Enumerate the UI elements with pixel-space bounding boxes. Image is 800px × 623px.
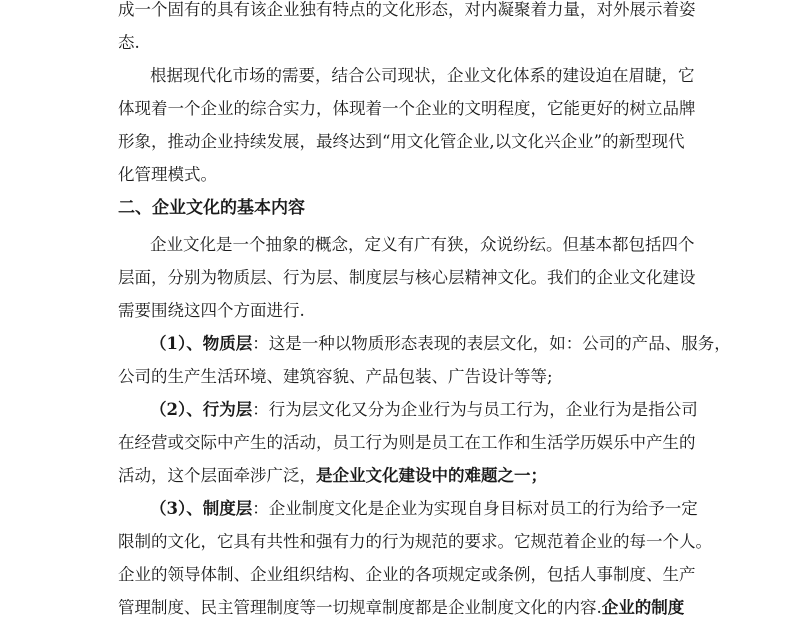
item-2-line-3-text: 活动，这个层面牵涉广泛，: [118, 466, 316, 485]
paragraph-2-line-3: 形象，推动企业持续发展，最终达到“用文化管企业,以文化兴企业”的新型现代: [118, 132, 685, 151]
paragraph-2-line-2: 体现着一个企业的综合实力，体现着一个企业的文明程度，它能更好的树立品牌: [118, 99, 696, 118]
item-2-text: ：行为层文化又分为企业行为与员工行为，企业行为是指公司: [252, 400, 698, 419]
item-3-line-2: 限制的文化，它具有共性和强有力的行为规范的要求。它规范着企业的每一个人。: [118, 532, 712, 551]
item-3-line-4: [118, 592, 684, 623]
paragraph-3-line-2: 层面，分别为物质层、行为层、制度层与核心层精神文化。我们的企业文化建设: [118, 268, 696, 287]
item-1-text: ：这是一种以物质形态表现的表层文化，如：公司的产品、服务，: [252, 334, 731, 353]
item-1-line-1: [150, 328, 731, 359]
paragraph-2-line-4: 化管理模式。: [118, 165, 217, 184]
item-1-label: （1）、物质层: [150, 334, 253, 353]
item-3-text: ：企业制度文化是企业为实现自身目标对员工的行为给予一定: [252, 499, 698, 518]
item-2-emphasis: 是企业文化建设中的难题之一；: [316, 466, 547, 485]
item-3-emphasis: 企业的制度: [601, 598, 685, 617]
paragraph-3-line-3: 需要围绕这四个方面进行.: [118, 301, 305, 320]
item-3-line-1: [150, 493, 698, 524]
paragraph-1-line-2: 态.: [118, 33, 140, 52]
item-2-line-1: [150, 394, 698, 425]
item-3-line-3: 企业的领导体制、企业组织结构、企业的各项规定或条例，包括人事制度、生产: [118, 565, 696, 584]
section-heading: 二、企业文化的基本内容: [118, 198, 305, 218]
paragraph-2-line-1: 根据现代化市场的需要，结合公司现状，企业文化体系的建设迫在眉睫，它: [150, 66, 695, 85]
item-2-label: （2）、行为层: [150, 400, 253, 419]
item-3-line-4-text: 管理制度、民主管理制度等一切规章制度都是企业制度文化的内容.: [118, 598, 602, 617]
paragraph-3-line-1: 企业文化是一个抽象的概念，定义有广有狭，众说纷纭。但基本都包括四个: [150, 235, 695, 254]
item-3-label: （3）、制度层: [150, 499, 253, 518]
item-1-line-2: 公司的生产生活环境、建筑容貌、产品包装、广告设计等等;: [118, 367, 553, 386]
item-2-line-3: [118, 460, 547, 491]
item-2-line-2: 在经营或交际中产生的活动，员工行为则是员工在工作和生活学历娱乐中产生的: [118, 433, 696, 452]
paragraph-1-line-1: 成一个固有的具有该企业独有特点的文化形态，对内凝聚着力量，对外展示着姿: [118, 0, 696, 19]
